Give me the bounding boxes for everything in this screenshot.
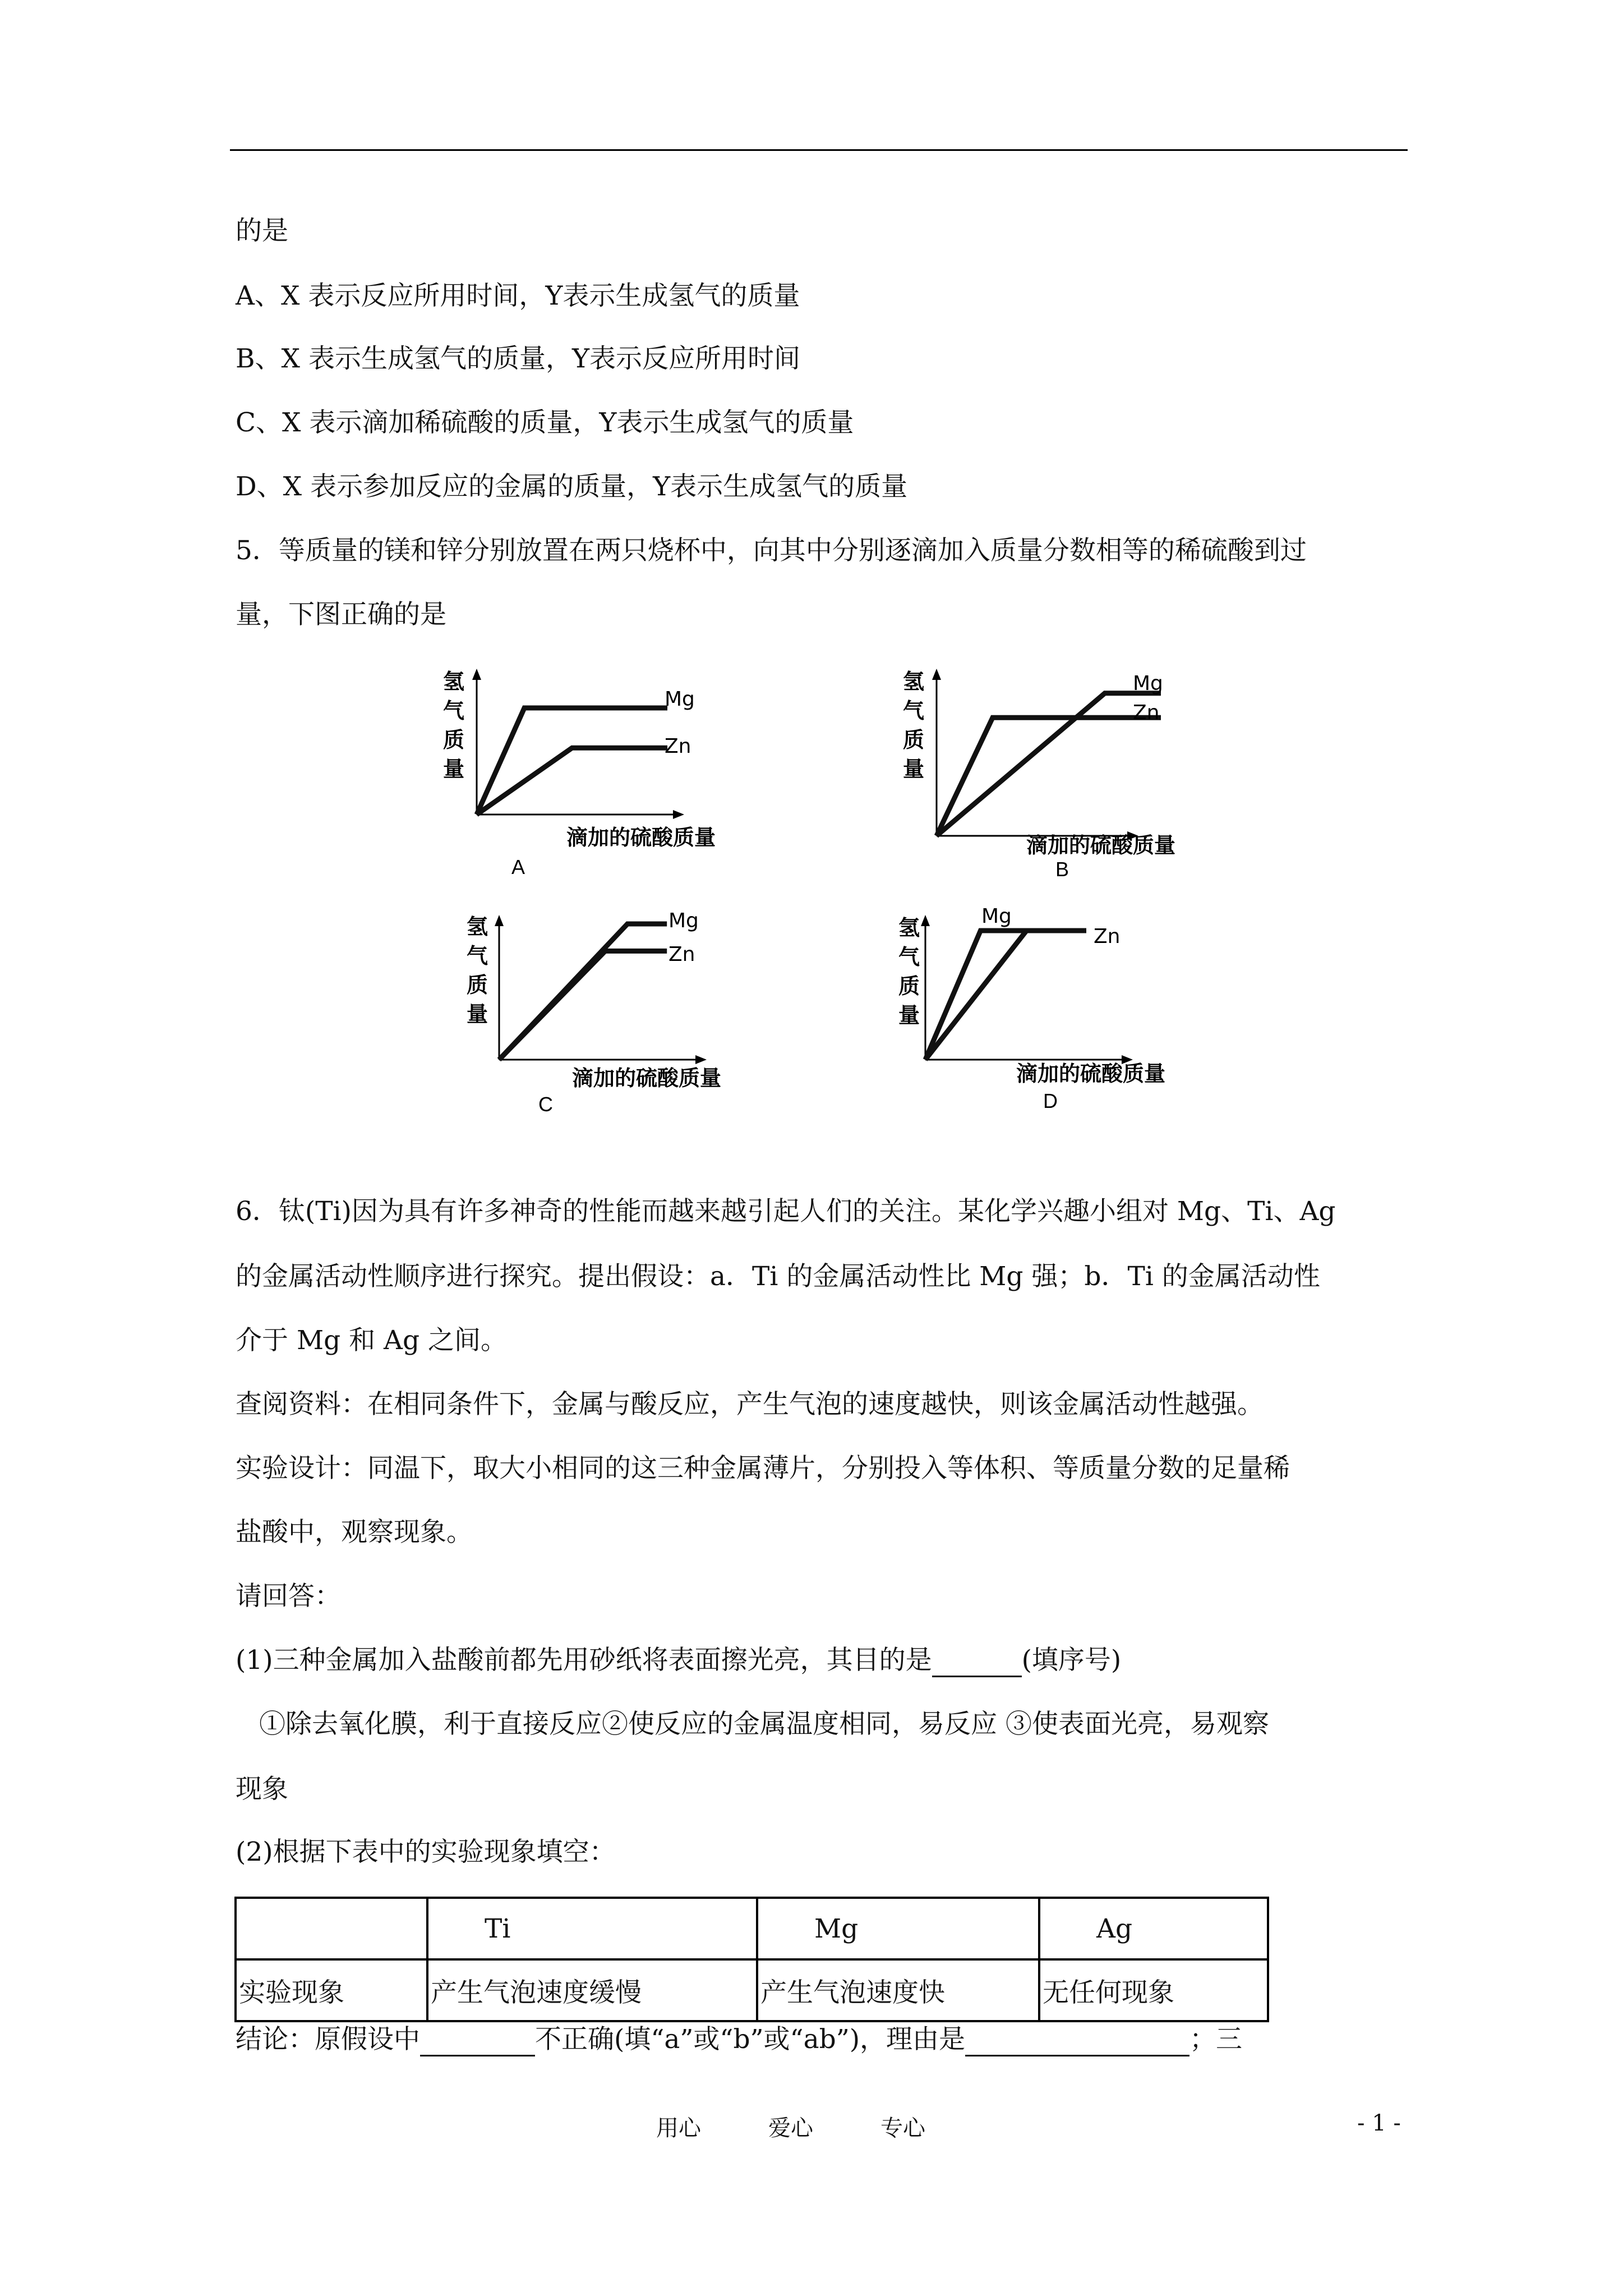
series-line-zn [925,931,1086,1060]
series-label-mg: Mg [668,909,699,932]
table-header-cell: Mg [757,1898,1039,1959]
ylabel-char: 气 [467,944,488,968]
series-label-mg: Mg [981,905,1012,928]
chart-b-ylabel [903,669,924,781]
table-cell: 实验现象 [236,1959,427,2021]
ylabel-char: 量 [443,757,465,781]
ylabel-char: 量 [898,1003,920,1028]
chart-caption: D [1043,1089,1058,1112]
choices-line-cont: 现象 [236,1774,288,1805]
option-d: D、X 表示参加反应的金属的质量，Y表示生成氢气的质量 [236,471,908,502]
question-6: 6．钛(Ti)因为具有许多神奇的性能而越来越引起人们的关注。某化学兴趣小组对 Mg、Ti、Ag [236,1196,1336,1227]
series-line-mg [925,931,1086,1060]
series-label-zn: Zn [1094,925,1121,948]
chart-c-svg [460,906,785,1130]
chart-caption: B [1055,858,1069,881]
question-5-cont: 量，下图正确的是 [236,599,446,630]
option-c: C、X 表示滴加稀硫酸的质量，Y表示生成氢气的质量 [236,407,854,438]
ylabel-char: 量 [903,757,925,781]
y-axis-arrow [932,669,941,680]
chart-c-ylabel [467,914,488,1027]
chart-b-svg [892,662,1217,903]
footer-text: 用心 [656,2115,701,2141]
table-cell: 产生气泡速度快 [757,1959,1039,2021]
question-5: 5．等质量的镁和锌分别放置在两只烧杯中，向其中分别逐滴加入质量分数相等的稀硫酸到过 [236,535,1307,566]
x-axis-label: 滴加的硫酸质量 [566,825,716,850]
chart-c [460,906,785,1130]
footer-text: 专心 [880,2115,925,2141]
chart-d-svg [892,900,1217,1125]
sub-question-1 [236,1644,1121,1677]
series-label-zn: Zn [665,735,691,758]
ylabel-char: 质 [443,728,465,752]
table-cell: 无任何现象 [1039,1959,1268,2021]
table-header-cell: Ag [1039,1898,1268,1959]
conclusion-middle: 不正确(填“a”或“b”或“ab”)，理由是 [535,2024,966,2055]
conclusion-line [236,2023,1242,2056]
choices-line: ①除去氧化膜，利于直接反应②使反应的金属温度相同，易反应 ③使表面光亮，易观察 [259,1709,1269,1740]
ylabel-char: 质 [898,974,920,999]
experiment-design-cont: 盐酸中，观察现象。 [236,1517,473,1548]
sub-question-2: (2)根据下表中的实验现象填空： [236,1837,616,1867]
sub-question-1-text: (1)三种金属加入盐酸前都先用砂纸将表面擦光亮，其目的是 [236,1645,932,1676]
sub-question-1-suffix: (填序号) [1021,1645,1122,1676]
table-cell: 产生气泡速度缓慢 [427,1959,757,2021]
ylabel-char: 氢 [467,914,488,939]
ylabel-char: 质 [467,973,488,997]
answer-blank[interactable] [932,1648,1022,1677]
series-label-mg: Mg [665,688,695,711]
footer-text: 爱心 [768,2115,813,2141]
conclusion-prefix: 结论：原假设中 [236,2024,420,2055]
chart-a-ylabel [443,669,464,781]
series-label-zn: Zn [1133,701,1160,724]
series-label-mg: Mg [1133,672,1163,695]
chart-d-ylabel [898,915,920,1028]
series-line-mg [499,924,667,1060]
experiment-design: 实验设计：同温下，取大小相同的这三种金属薄片，分别投入等体积、等质量分数的足量稀 [236,1453,1290,1484]
text-line: 的是 [236,215,288,246]
x-axis-label: 滴加的硫酸质量 [1026,833,1176,858]
reference-text: 查阅资料：在相同条件下，金属与酸反应，产生气泡的速度越快，则该金属活动性越强。 [236,1389,1264,1420]
x-axis-arrow [695,1055,707,1064]
answer-blank[interactable] [420,2027,535,2056]
y-axis-arrow [495,915,504,926]
ylabel-char: 氢 [898,915,920,940]
observation-table [234,1897,1269,2022]
chart-caption: A [511,855,525,878]
ylabel-char: 氢 [903,669,925,694]
option-b: B、X 表示生成氢气的质量，Y表示反应所用时间 [236,343,800,374]
x-axis-arrow [673,810,684,819]
header-rule [230,149,1408,151]
x-axis-label: 滴加的硫酸质量 [572,1066,722,1091]
answer-prompt: 请回答： [236,1581,341,1612]
ylabel-char: 气 [443,698,465,723]
table-row [236,1959,1268,2021]
series-line-mg [477,708,667,815]
ylabel-char: 量 [467,1002,488,1027]
option-a: A、X 表示反应所用时间，Y表示生成氢气的质量 [236,280,800,311]
y-axis-arrow [921,915,930,926]
table-header-cell: Ti [427,1898,757,1959]
table-header-row [236,1898,1268,1959]
chart-caption: C [538,1093,553,1116]
chart-d [892,900,1217,1125]
y-axis-arrow [472,669,481,680]
question-6-cont: 介于 Mg 和 Ag 之间。 [236,1325,507,1356]
series-label-zn: Zn [668,943,695,966]
ylabel-char: 氢 [443,669,465,694]
series-line-zn [477,748,667,815]
table-header-cell [236,1898,427,1959]
chart-a-svg [432,662,757,903]
ylabel-char: 气 [903,698,925,723]
conclusion-suffix: ；三 [1189,2024,1243,2055]
chart-b [892,662,1217,903]
question-6-cont: 的金属活动性顺序进行探究。提出假设：a．Ti 的金属活动性比 Mg 强；b．Ti 的金属活动性 [236,1261,1320,1292]
series-line-zn [937,717,1161,836]
answer-blank[interactable] [965,2027,1189,2056]
ylabel-char: 气 [898,945,920,969]
ylabel-char: 质 [903,728,925,752]
x-axis-label: 滴加的硫酸质量 [1016,1061,1166,1086]
chart-a [432,662,757,903]
page-number: - 1 - [1357,2110,1401,2136]
